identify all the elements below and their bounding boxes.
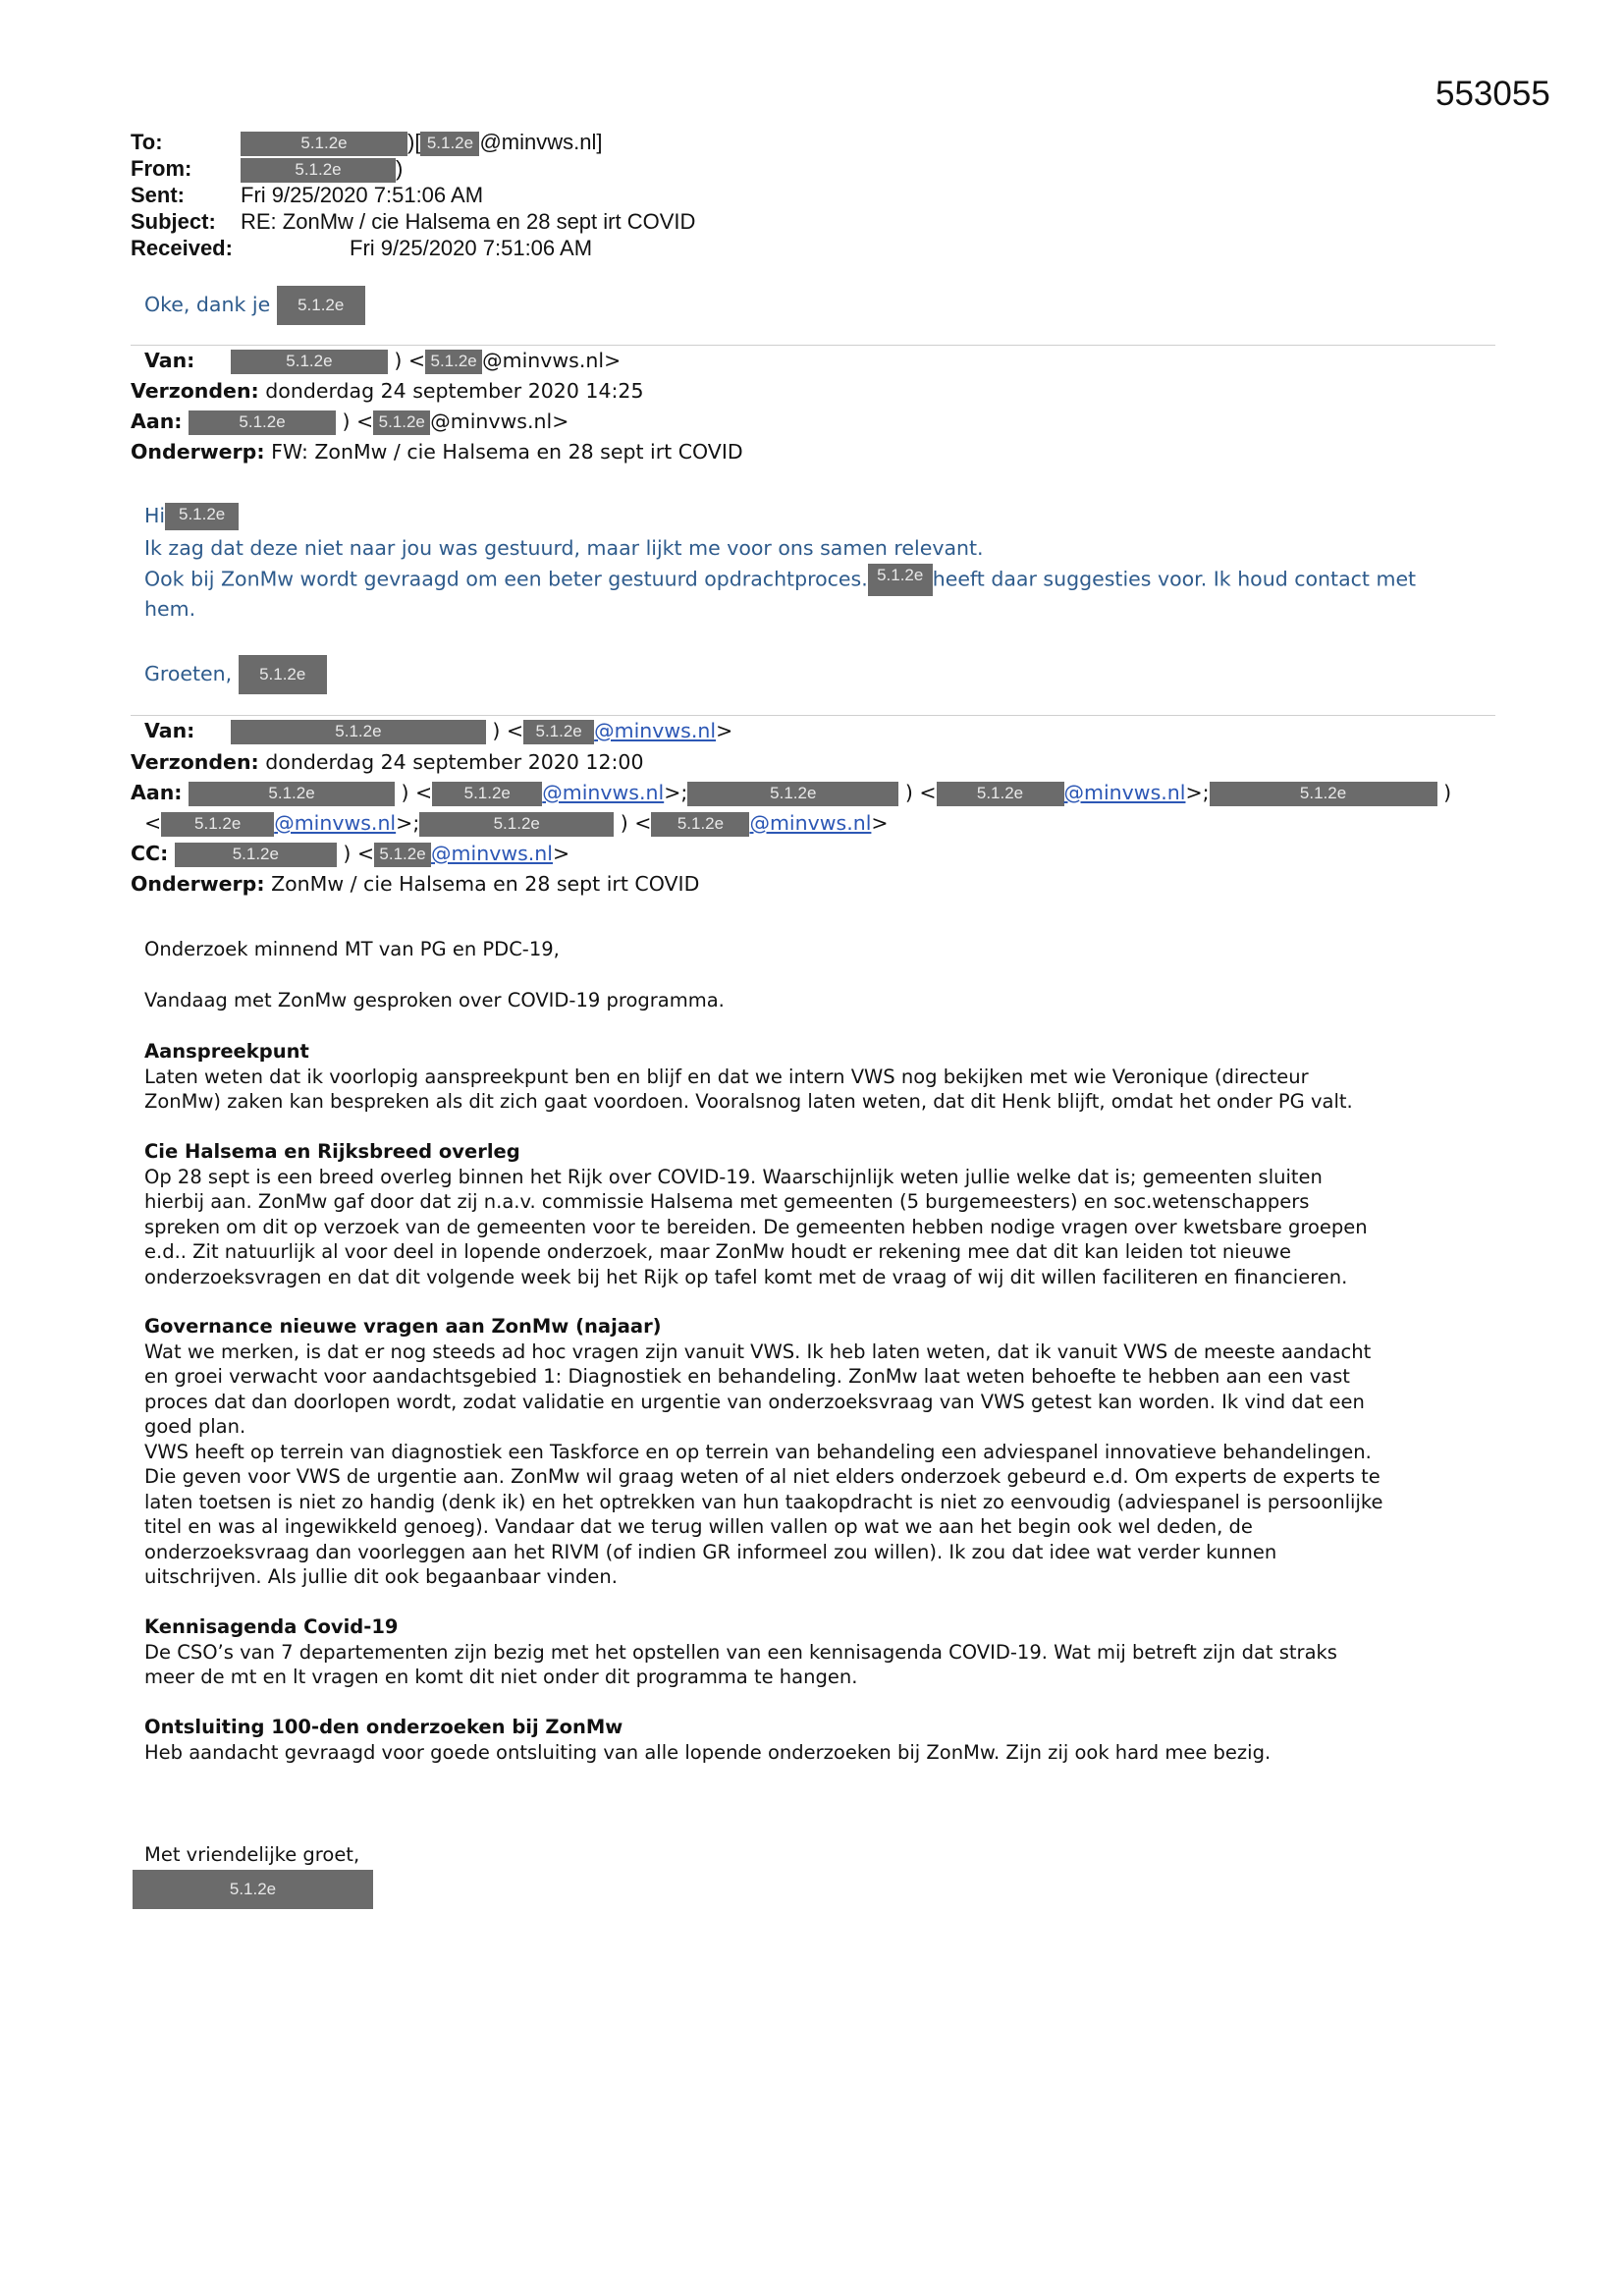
redaction: 5.1.2e [239, 655, 327, 694]
redaction: 5.1.2e [241, 158, 396, 183]
mail3-van: Van: 5.1.2e ) < 5.1.2e @minvws.nl> [144, 719, 733, 742]
to-label: To: [131, 130, 163, 154]
mail2-line2: Ook bij ZonMw wordt gevraagd om een beter gestuurd opdrachtproces. 5.1.2e heeft daar suggesties voor. Ik houd contact met [144, 564, 1416, 596]
section-cie-halsema: Cie Halsema en Rijksbreed overleg Op 28 sept is een breed overleg binnen het Rijk over COVID-19. Waarschijnlijk weten jullie welke dat is; gemeenten sluiten hierbij aan. ZonMw gaf door dat zij n.a.v. commissie Halsema met gemeenten (5 burgemeesters) en soc.wetenschappers spreken om dit op verzoek van de gemeenten voor te bereiden. De gemeenten hebben nodige vragen over kwetsbare groepen e.d.. Zit natuurlijk al voor deel in lopende onderzoek, maar ZonMw houdt er rekening mee dat dit kan leiden tot nieuwe onderzoeksvragen en dat dit volgende week bij het Rijk op tafel komt met de vraag of wij dit willen faciliteren en financieren. [144, 1140, 1368, 1288]
signature [133, 1870, 373, 1909]
redaction: 5.1.2e [277, 286, 365, 325]
section-title: Kennisagenda Covid-19 [144, 1615, 399, 1638]
section-title: Cie Halsema en Rijksbreed overleg [144, 1140, 520, 1163]
redaction: 5.1.2e [937, 782, 1064, 806]
sent-value: Fri 9/25/2020 7:51:06 AM [241, 183, 484, 207]
mail2-van: Van: 5.1.2e ) < 5.1.2e @minvws.nl> [144, 349, 622, 372]
redaction: 5.1.2e [231, 350, 388, 374]
mail2-line1: Ik zag dat deze niet naar jou was gestuurd, maar lijkt me voor ons samen relevant. [144, 536, 984, 560]
section-kennisagenda: Kennisagenda Covid-19 De CSO’s van 7 departementen zijn bezig met het opstellen van een kennisagenda COVID-19. Wat mij betreft zijn dat straks meer de mt en lt vragen en komt dit niet onder dit programma te hangen. [144, 1615, 1337, 1688]
redaction: 5.1.2e [432, 782, 542, 806]
mail2-verzonden: Verzonden: donderdag 24 september 2020 14:25 [131, 379, 644, 403]
redaction: 5.1.2e [161, 812, 274, 837]
mail2-line3: hem. [144, 597, 196, 621]
from-label: From: [131, 156, 192, 181]
received-label: Received: [131, 236, 233, 260]
redaction: 5.1.2e [425, 350, 482, 374]
redaction: 5.1.2e [687, 782, 898, 806]
redaction: 5.1.2e [165, 503, 239, 530]
redaction: 5.1.2e [420, 132, 479, 156]
section-title: Governance nieuwe vragen aan ZonMw (najaar) [144, 1315, 662, 1338]
mail3-cc: CC: 5.1.2e ) < 5.1.2e @minvws.nl> [131, 842, 570, 865]
redaction: 5.1.2e [231, 720, 486, 744]
mail3-aan: Aan: 5.1.2e ) < 5.1.2e @minvws.nl>; 5.1.2e ) < 5.1.2e @minvws.nl>; 5.1.2e ) [131, 781, 1452, 804]
mail2-closing: Groeten, 5.1.2e [144, 654, 327, 694]
reply-text: Oke, dank je 5.1.2e [144, 285, 365, 325]
section-title: Ontsluiting 100-den onderzoeken bij ZonMw [144, 1716, 623, 1738]
body-intro: Onderzoek minnend MT van PG en PDC-19, [144, 938, 560, 960]
sent-label: Sent: [131, 183, 185, 207]
subject-label: Subject: [131, 209, 216, 234]
redaction: 5.1.2e [868, 564, 933, 596]
body-intro2: Vandaag met ZonMw gesproken over COVID-19 programma. [144, 989, 725, 1011]
signoff: Met vriendelijke groet, [144, 1843, 360, 1866]
redaction: 5.1.2e [133, 1870, 373, 1909]
redaction: 5.1.2e [419, 812, 614, 837]
mail3-verzonden: Verzonden: donderdag 24 september 2020 12:00 [131, 750, 644, 774]
section-title: Aanspreekpunt [144, 1040, 309, 1063]
redaction: 5.1.2e [523, 720, 594, 744]
redaction: 5.1.2e [651, 812, 749, 837]
section-ontsluiting: Ontsluiting 100-den onderzoeken bij ZonMw Heb aandacht gevraagd voor goede ontsluiting van alle lopende onderzoeken bij ZonMw. Zijn zij ook hard mee bezig. [144, 1716, 1272, 1764]
redaction: 5.1.2e [374, 843, 431, 867]
redaction: 5.1.2e [175, 843, 337, 867]
section-aanspreekpunt: Aanspreekpunt Laten weten dat ik voorlopig aanspreekpunt ben en blijf en dat we intern VWS nog bekijken met wie Veronique (directeur ZonMw) zaken kan bespreken als dit zich gaat voordoen. Vooralsnog laten weten, dat dit Henk blijft, omdat het onder PG valt. [144, 1040, 1353, 1113]
mail2-aan: Aan: 5.1.2e ) < 5.1.2e @minvws.nl> [131, 410, 569, 433]
redaction: 5.1.2e [373, 410, 430, 435]
mail3-aan-cont: < 5.1.2e @minvws.nl>; 5.1.2e ) < 5.1.2e @minvws.nl> [144, 811, 889, 835]
redaction: 5.1.2e [1210, 782, 1437, 806]
document-number: 553055 [1435, 75, 1550, 113]
section-governance: Governance nieuwe vragen aan ZonMw (najaar) Wat we merken, is dat er nog steeds ad hoc vragen zijn vanuit VWS. Ik heb laten weten, dat ik vanuit VWS de meeste aandacht en groei verwacht voor aandachtsgebied 1: Diagnostiek en behandeling. ZonMw laat weten behoefte te hebben aan een vast proces dat dan doorlopen wordt, zodat validatie en urgentie van onderzoeksvraag van VWS getest kan worden. Ik vind dat een goed plan. VWS heeft op terrein van diagnostiek een Taskforce en op terrein van behandeling een adviespanel innovatieve behandelingen. Die geven voor VWS de urgentie aan. ZonMw wil graag weten of al niet elders onderzoek gebeurd e.d. Om experts de experts te laten toetsen is niet zo handig (denk ik) en het optrekken van hun taakopdracht is niet zo eenvoudig (adviespanel is persoonlijke titel en was al ingewikkeld genoeg). Vandaar dat we terug willen vallen op wat we aan het begin ook wel deden, de onderzoeksvraag dan voorleggen aan het RIVM (of indien GR informeel zou willen). Ik zou dat idee wat verder kunnen uitschrijven. Als jullie dit ook begaanbaar vinden. [144, 1315, 1383, 1588]
mail3-onderwerp: Onderwerp: ZonMw / cie Halsema en 28 sept irt COVID [131, 872, 700, 896]
to-domain: @minvws.nl] [479, 130, 603, 154]
redaction: 5.1.2e [189, 410, 336, 435]
redaction: 5.1.2e [189, 782, 395, 806]
mail2-greeting: Hi 5.1.2e [144, 501, 239, 531]
received-value: Fri 9/25/2020 7:51:06 AM [350, 236, 593, 260]
mail2-onderwerp: Onderwerp: FW: ZonMw / cie Halsema en 28 sept irt COVID [131, 440, 743, 464]
subject-value: RE: ZonMw / cie Halsema en 28 sept irt COVID [241, 209, 696, 234]
redaction: 5.1.2e [241, 132, 407, 156]
